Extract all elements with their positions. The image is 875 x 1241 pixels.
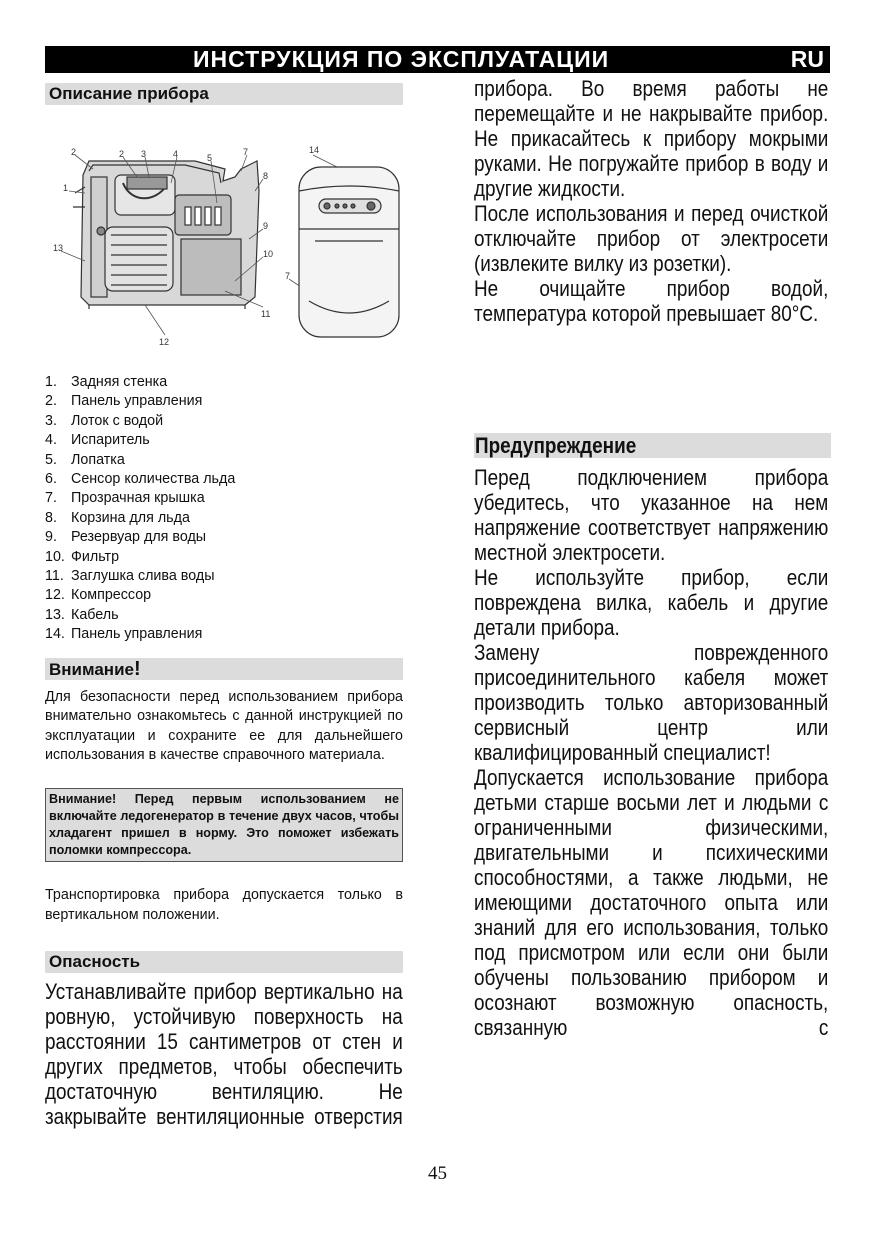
callout-7-front: 7: [285, 271, 291, 281]
list-item: 5. Лопатка: [45, 451, 125, 468]
list-item: 8. Корзина для льда: [45, 509, 190, 526]
callout-7: 7: [243, 147, 249, 157]
list-item: 6. Сенсор количества льда: [45, 471, 236, 488]
callout-14: 14: [309, 145, 320, 155]
page-number: 45: [428, 1163, 447, 1184]
danger-text-right-3: Не очищайте прибор водой, температура которой превышает 80°С.: [474, 276, 829, 326]
danger-text-right-1: прибора. Во время работы не перемещайте и не накрывайте прибор. Не прикасайтесь к прибору мокрыми руками. Не погружайте прибор в воду и другие жидкости.: [474, 76, 829, 201]
list-item: 14. Панель управления: [45, 626, 203, 643]
warning-p1: Перед подключением прибора убедитесь, что указанное на нем напряжение соответствует напряжению местной электросети.: [474, 465, 829, 565]
page-header: [45, 46, 830, 73]
list-item: 12. Компрессор: [45, 587, 152, 604]
list-item: 9. Резервуар для воды: [45, 529, 207, 546]
callout-13: 13: [53, 243, 64, 253]
warning-p4: Допускается использование прибора детьми старше восьми лет и людьми с ограниченными физическими, двигательными и психическими способностями, а также людьми, не имеющими достаточного опыта или знаний для его использования, только под присмотром или если они были обучены пользованию прибором и осознают возможную опасность, связанную с: [474, 765, 829, 1040]
device-diagram-svg: [45, 111, 403, 361]
warning-p3: Замену поврежденного присоединительного кабеля может производить только авторизованный сервисный центр или квалифицированный специалист!: [474, 640, 829, 765]
callout-9: 9: [263, 221, 269, 231]
parts-list: [45, 373, 403, 645]
description-heading: Описание прибора: [45, 83, 403, 105]
list-item: 7. Прозрачная крышка: [45, 490, 205, 507]
list-item: 4. Испаритель: [45, 432, 150, 449]
callout-11: 11: [261, 309, 271, 319]
callout-3: 3: [141, 149, 147, 159]
right-column: [474, 76, 829, 1040]
exclamation-mark: !: [133, 657, 141, 680]
header-lang: RU: [790, 46, 824, 72]
callout-2b: 2: [119, 149, 125, 159]
danger-text-left: Устанавливайте прибор вертикально на ровную, устойчивую поверхность на расстоянии 15 сантиметров от стен и других предметов, чтобы обеспечить достаточную вентиляцию. Не закрывайте вентиляционные отверстия: [45, 979, 403, 1130]
left-column: [45, 83, 403, 1129]
attention-text: Для безопасности перед использованием прибора внимательно ознакомьтесь с данной инструкцией по эксплуатации и сохраните ее для дальнейшего использования в качестве справочного материала.: [45, 688, 403, 764]
warning-heading: Предупреждение: [474, 433, 831, 458]
callout-12: 12: [159, 337, 170, 347]
top-view-drawing: [299, 167, 399, 337]
list-item: 2. Панель управления: [45, 393, 203, 410]
warning-p2: Не используйте прибор, если повреждена вилка, кабель и другие детали прибора.: [474, 565, 829, 640]
danger-text-right: [474, 76, 828, 326]
callout-1: 1: [63, 183, 69, 193]
list-item: 11. Заглушка слива воды: [45, 568, 215, 585]
header-title: ИНСТРУКЦИЯ ПО ЭКСПЛУАТАЦИИ: [193, 46, 610, 72]
transport-note: Транспортировка прибора допускается только в вертикальном положении.: [45, 887, 403, 923]
list-item: 13. Кабель: [45, 606, 119, 623]
list-item: 10. Фильтр: [45, 548, 120, 565]
warning-text: [474, 465, 828, 1040]
callout-10: 10: [263, 249, 274, 259]
callout-4: 4: [173, 149, 179, 159]
danger-text-right-2: После использования и перед очисткой отключайте прибор от электросети (извлеките вилку из розетки).: [474, 201, 829, 276]
callout-2: 2: [71, 147, 77, 157]
callout-5: 5: [207, 153, 213, 163]
side-view-drawing: [73, 161, 259, 309]
callout-8: 8: [263, 171, 269, 181]
list-item: 3. Лоток с водой: [45, 412, 164, 429]
attention-heading: Внимание!: [45, 658, 403, 680]
device-diagram: [45, 111, 403, 361]
danger-heading: Опасность: [45, 951, 403, 973]
list-item: 1. Задняя стенка: [45, 374, 168, 390]
first-use-warning-box: Внимание! Перед первым использованием не включайте ледогенератор в течение двух часов, чтобы хладагент пришел в норму. Это поможет избежать поломки компрессора.: [45, 788, 403, 862]
